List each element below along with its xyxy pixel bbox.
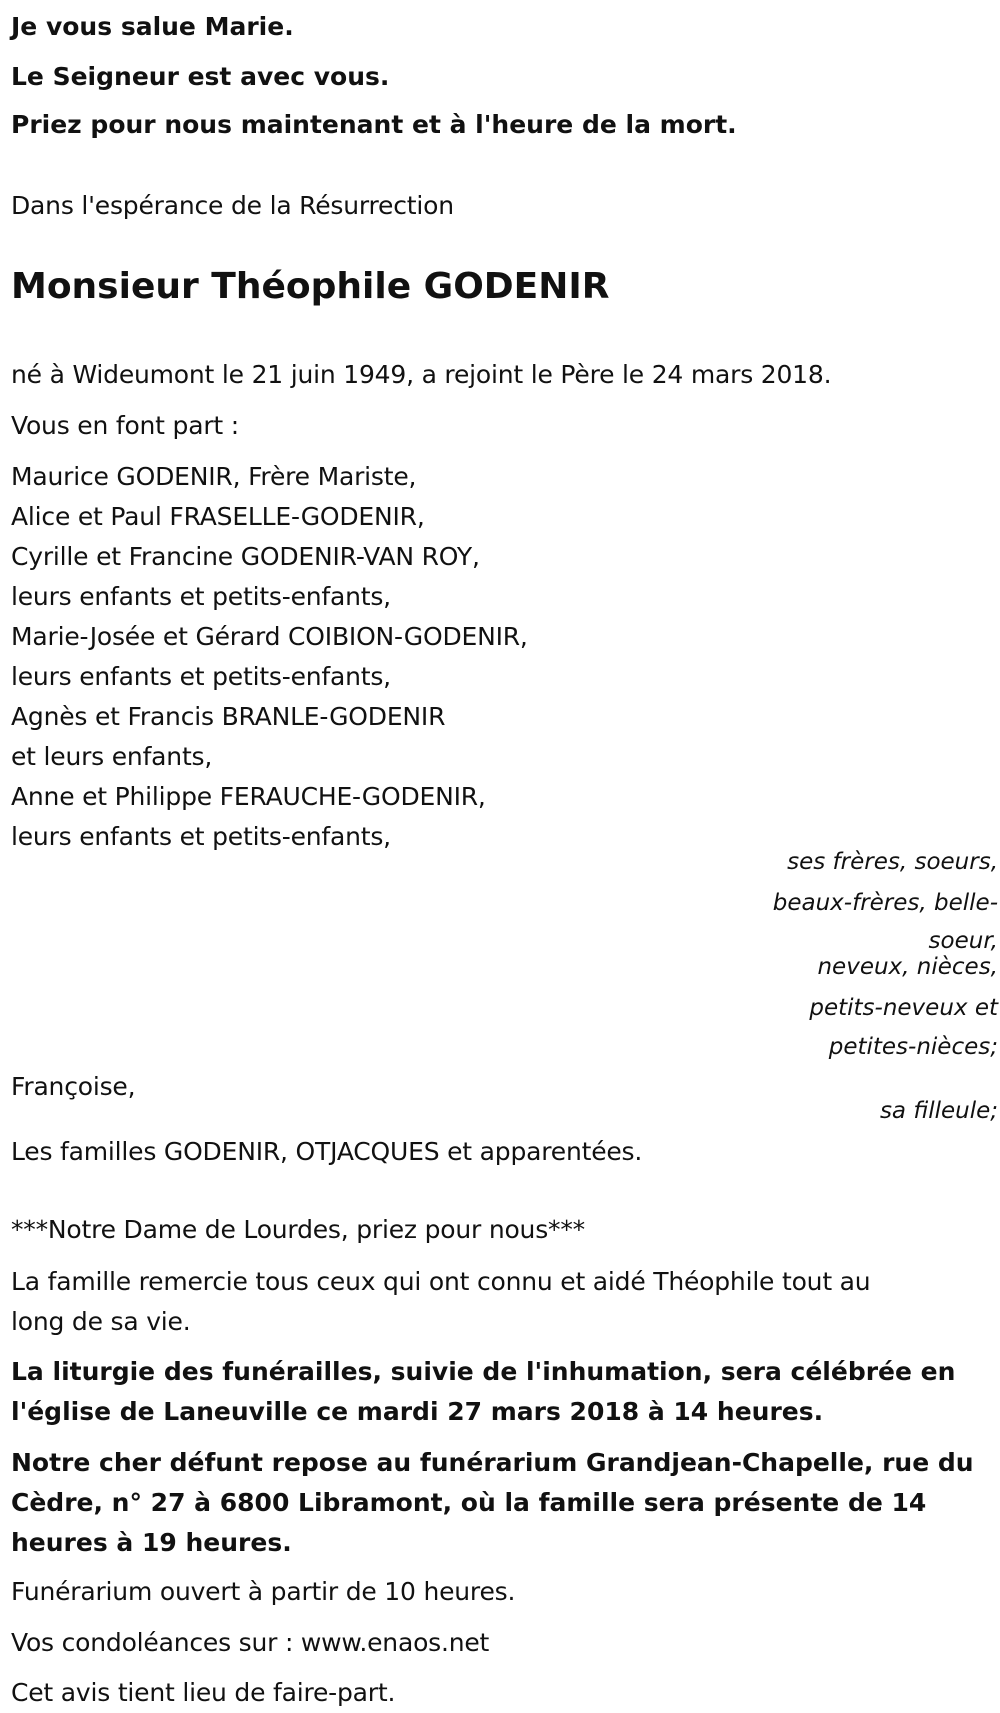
liturgy-line: La liturgie des funérailles, suivie de l'inhumation, sera célébrée en	[11, 1357, 956, 1386]
goddaughter-relation: sa filleule;	[879, 1098, 998, 1124]
family-item: Marie-Josée et Gérard COIBION-GODENIR,	[11, 622, 528, 651]
deceased-name: Monsieur Théophile GODENIR	[11, 266, 610, 307]
family-item: leurs enfants et petits-enfants,	[11, 662, 391, 691]
prayer-line: Je vous salue Marie.	[11, 12, 294, 41]
thanks-line: long de sa vie.	[11, 1307, 191, 1336]
family-item: Maurice GODENIR, Frère Mariste,	[11, 462, 417, 491]
relation-line: petits-neveux et	[809, 995, 998, 1021]
family-item: Alice et Paul FRASELLE-GODENIR,	[11, 502, 425, 531]
family-item: leurs enfants et petits-enfants,	[11, 582, 391, 611]
family-item: Cyrille et Francine GODENIR-VAN ROY,	[11, 542, 480, 571]
hope-line: Dans l'espérance de la Résurrection	[11, 191, 454, 220]
family-item: et leurs enfants,	[11, 742, 213, 771]
family-item: Agnès et Francis BRANLE-GODENIR	[11, 702, 446, 731]
condolences-line: Vos condoléances sur : www.enaos.net	[11, 1628, 490, 1657]
relation-line: neveux, nièces,	[817, 954, 998, 980]
announcers-intro: Vous en font part :	[11, 411, 239, 440]
rest-line: heures à 19 heures.	[11, 1528, 292, 1557]
prayer-line: Le Seigneur est avec vous.	[11, 62, 390, 91]
relation-line: petites-nièces;	[828, 1034, 998, 1060]
prayer-line: Priez pour nous maintenant et à l'heure de la mort.	[11, 110, 737, 139]
lourdes-line: ***Notre Dame de Lourdes, priez pour nous***	[11, 1215, 585, 1244]
thanks-line: La famille remercie tous ceux qui ont connu et aidé Théophile tout au	[11, 1267, 871, 1296]
notice-line: Cet avis tient lieu de faire-part.	[11, 1678, 396, 1707]
relation-line: beaux-frères, belle-	[772, 890, 998, 916]
families-line: Les familles GODENIR, OTJACQUES et apparentées.	[11, 1137, 643, 1166]
family-item: leurs enfants et petits-enfants,	[11, 822, 391, 851]
liturgy-line: l'église de Laneuville ce mardi 27 mars 2018 à 14 heures.	[11, 1397, 824, 1426]
goddaughter-name: Françoise,	[11, 1072, 136, 1101]
birth-death-line: né à Wideumont le 21 juin 1949, a rejoint le Père le 24 mars 2018.	[11, 360, 832, 389]
relation-line: soeur,	[928, 928, 998, 954]
family-item: Anne et Philippe FERAUCHE-GODENIR,	[11, 782, 486, 811]
rest-line: Cèdre, n° 27 à 6800 Libramont, où la famille sera présente de 14	[11, 1488, 927, 1517]
rest-line: Notre cher défunt repose au funérarium Grandjean-Chapelle, rue du	[11, 1448, 974, 1477]
funerarium-hours: Funérarium ouvert à partir de 10 heures.	[11, 1577, 516, 1606]
relation-line: ses frères, soeurs,	[787, 849, 998, 875]
